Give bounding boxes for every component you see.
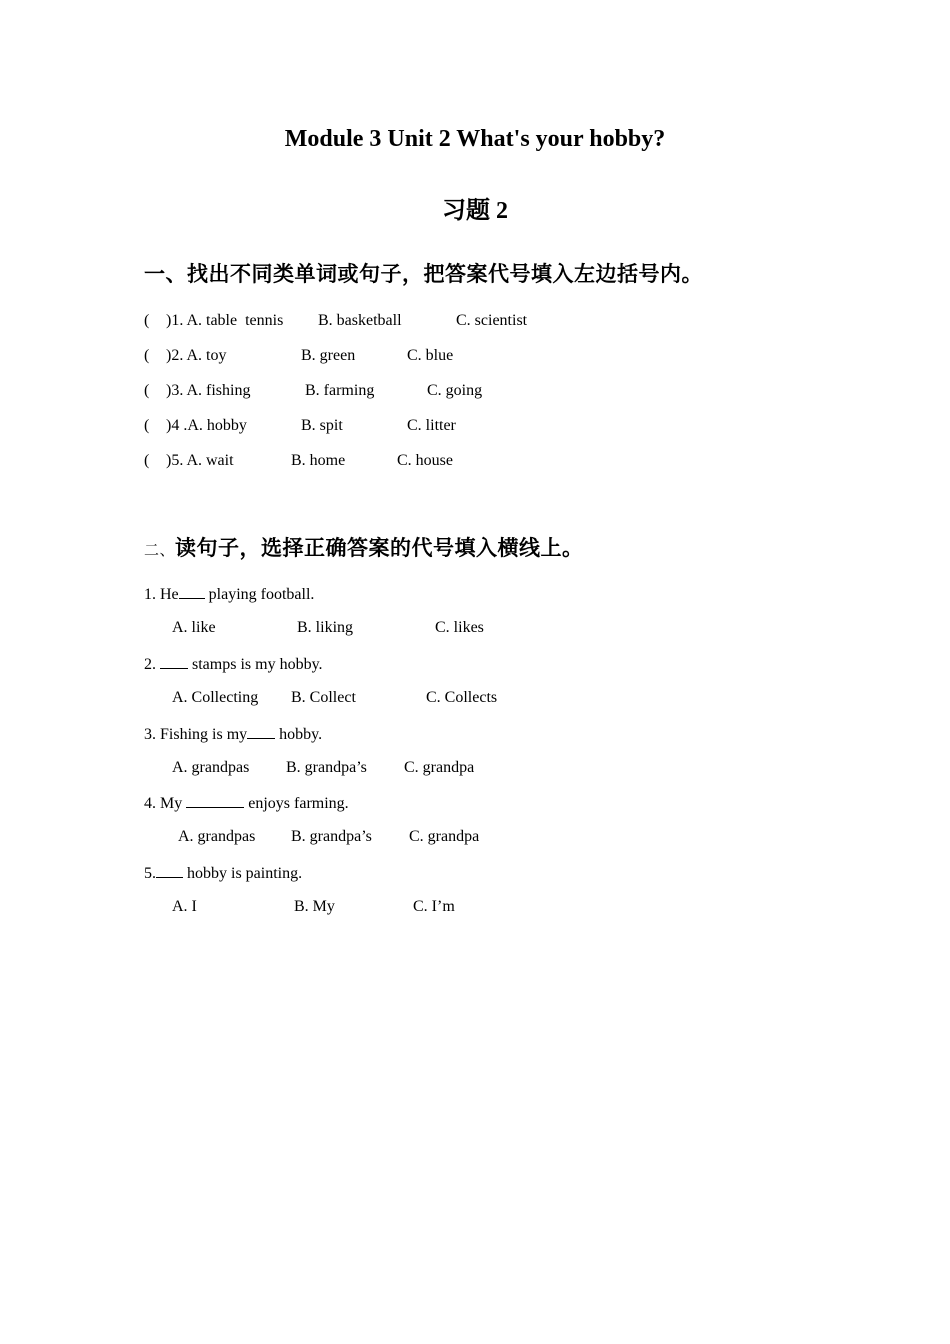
s1-item-1-option-a: )1. A. table tennis: [166, 312, 284, 329]
s1-item-4-option-c: C. litter: [407, 417, 456, 434]
page-title: Module 3 Unit 2 What's your hobby?: [284, 126, 666, 152]
s2-q2-option-a: A. Collecting: [172, 689, 259, 706]
s2-q5-blank: [156, 863, 183, 878]
s2-question-2: [144, 654, 323, 674]
s1-item-2-option-b: B. green: [301, 347, 356, 364]
s2-q1-option-c: C. likes: [435, 619, 484, 636]
s1-item-5-option-b: B. home: [291, 452, 346, 469]
s2-q4-option-c: C. grandpa: [409, 828, 480, 845]
s1-item-3-option-c: C. going: [427, 382, 483, 399]
s1-item-2-paren: (: [144, 347, 150, 364]
s2-q5-option-c: C. I’m: [413, 898, 455, 915]
s2-q3-blank: [247, 724, 275, 739]
s2-q1-option-b: B. liking: [297, 619, 354, 636]
s2-q4-blank: [186, 793, 244, 808]
s1-item-4-option-b: B. spit: [301, 417, 343, 434]
s2-q1-blank: [179, 584, 205, 599]
s1-item-3-paren: (: [144, 382, 150, 399]
s2-question-3: [144, 724, 322, 744]
s1-item-1-option-b: B. basketball: [318, 312, 402, 329]
s2-q4-suffix: enjoys farming.: [244, 795, 349, 812]
section1-heading: [144, 258, 703, 288]
s1-item-1-paren: (: [144, 312, 150, 329]
s2-q4-option-b: B. grandpa’s: [291, 828, 372, 845]
s2-q5-option-a: A. I: [172, 898, 197, 915]
s2-q3-option-c: C. grandpa: [404, 759, 475, 776]
s2-q5-suffix: hobby is painting.: [183, 865, 303, 882]
s2-q3-option-b: B. grandpa’s: [286, 759, 367, 776]
s1-item-3-option-a: )3. A. fishing: [166, 382, 251, 399]
s2-q2-suffix: stamps is my hobby.: [188, 656, 323, 673]
s1-item-5-option-a: )5. A. wait: [166, 452, 234, 469]
s1-item-5-paren: (: [144, 452, 150, 469]
section1-heading-text: 找出不同类单词或句子，把答案代号填入左边括号内。: [187, 262, 703, 286]
s1-item-5-option-c: C. house: [397, 452, 453, 469]
s2-q3-option-a: A. grandpas: [172, 759, 250, 776]
s2-question-4: [144, 793, 349, 813]
s2-q2-blank: [160, 654, 188, 669]
s2-q1-option-a: A. like: [172, 619, 216, 636]
s1-item-4-paren: (: [144, 417, 150, 434]
section1-mark: 一、: [144, 262, 187, 286]
section2-heading-text: 读句子，选择正确答案的代号填入横线上。: [175, 536, 584, 560]
s1-item-3-option-b: B. farming: [305, 382, 375, 399]
s2-q5-option-b: B. My: [294, 898, 335, 915]
s2-q3-suffix: hobby.: [275, 726, 323, 743]
s2-q4-option-a: A. grandpas: [178, 828, 256, 845]
s1-item-4-option-a: )4 .A. hobby: [166, 417, 247, 434]
s2-q3-prefix: 3. Fishing is my: [144, 726, 248, 743]
s2-question-5: [144, 863, 302, 883]
s1-item-2-option-a: )2. A. toy: [166, 347, 227, 364]
s2-q1-prefix: 1. He: [144, 586, 179, 603]
s2-q1-suffix: playing football.: [204, 586, 315, 603]
s2-q2-prefix: 2.: [144, 656, 160, 673]
s2-q2-option-c: C. Collects: [426, 689, 498, 706]
s1-item-2-option-c: C. blue: [407, 347, 454, 364]
section2-mark: 二、: [144, 541, 176, 559]
s2-q2-option-b: B. Collect: [291, 689, 356, 706]
s2-question-1: [144, 584, 314, 604]
s2-q5-prefix: 5.: [144, 865, 156, 882]
s2-q4-prefix: 4. My: [144, 795, 187, 812]
section2-heading: [144, 532, 584, 562]
page-subtitle: 习题 2: [442, 198, 508, 224]
s1-item-1-option-c: C. scientist: [456, 312, 528, 329]
